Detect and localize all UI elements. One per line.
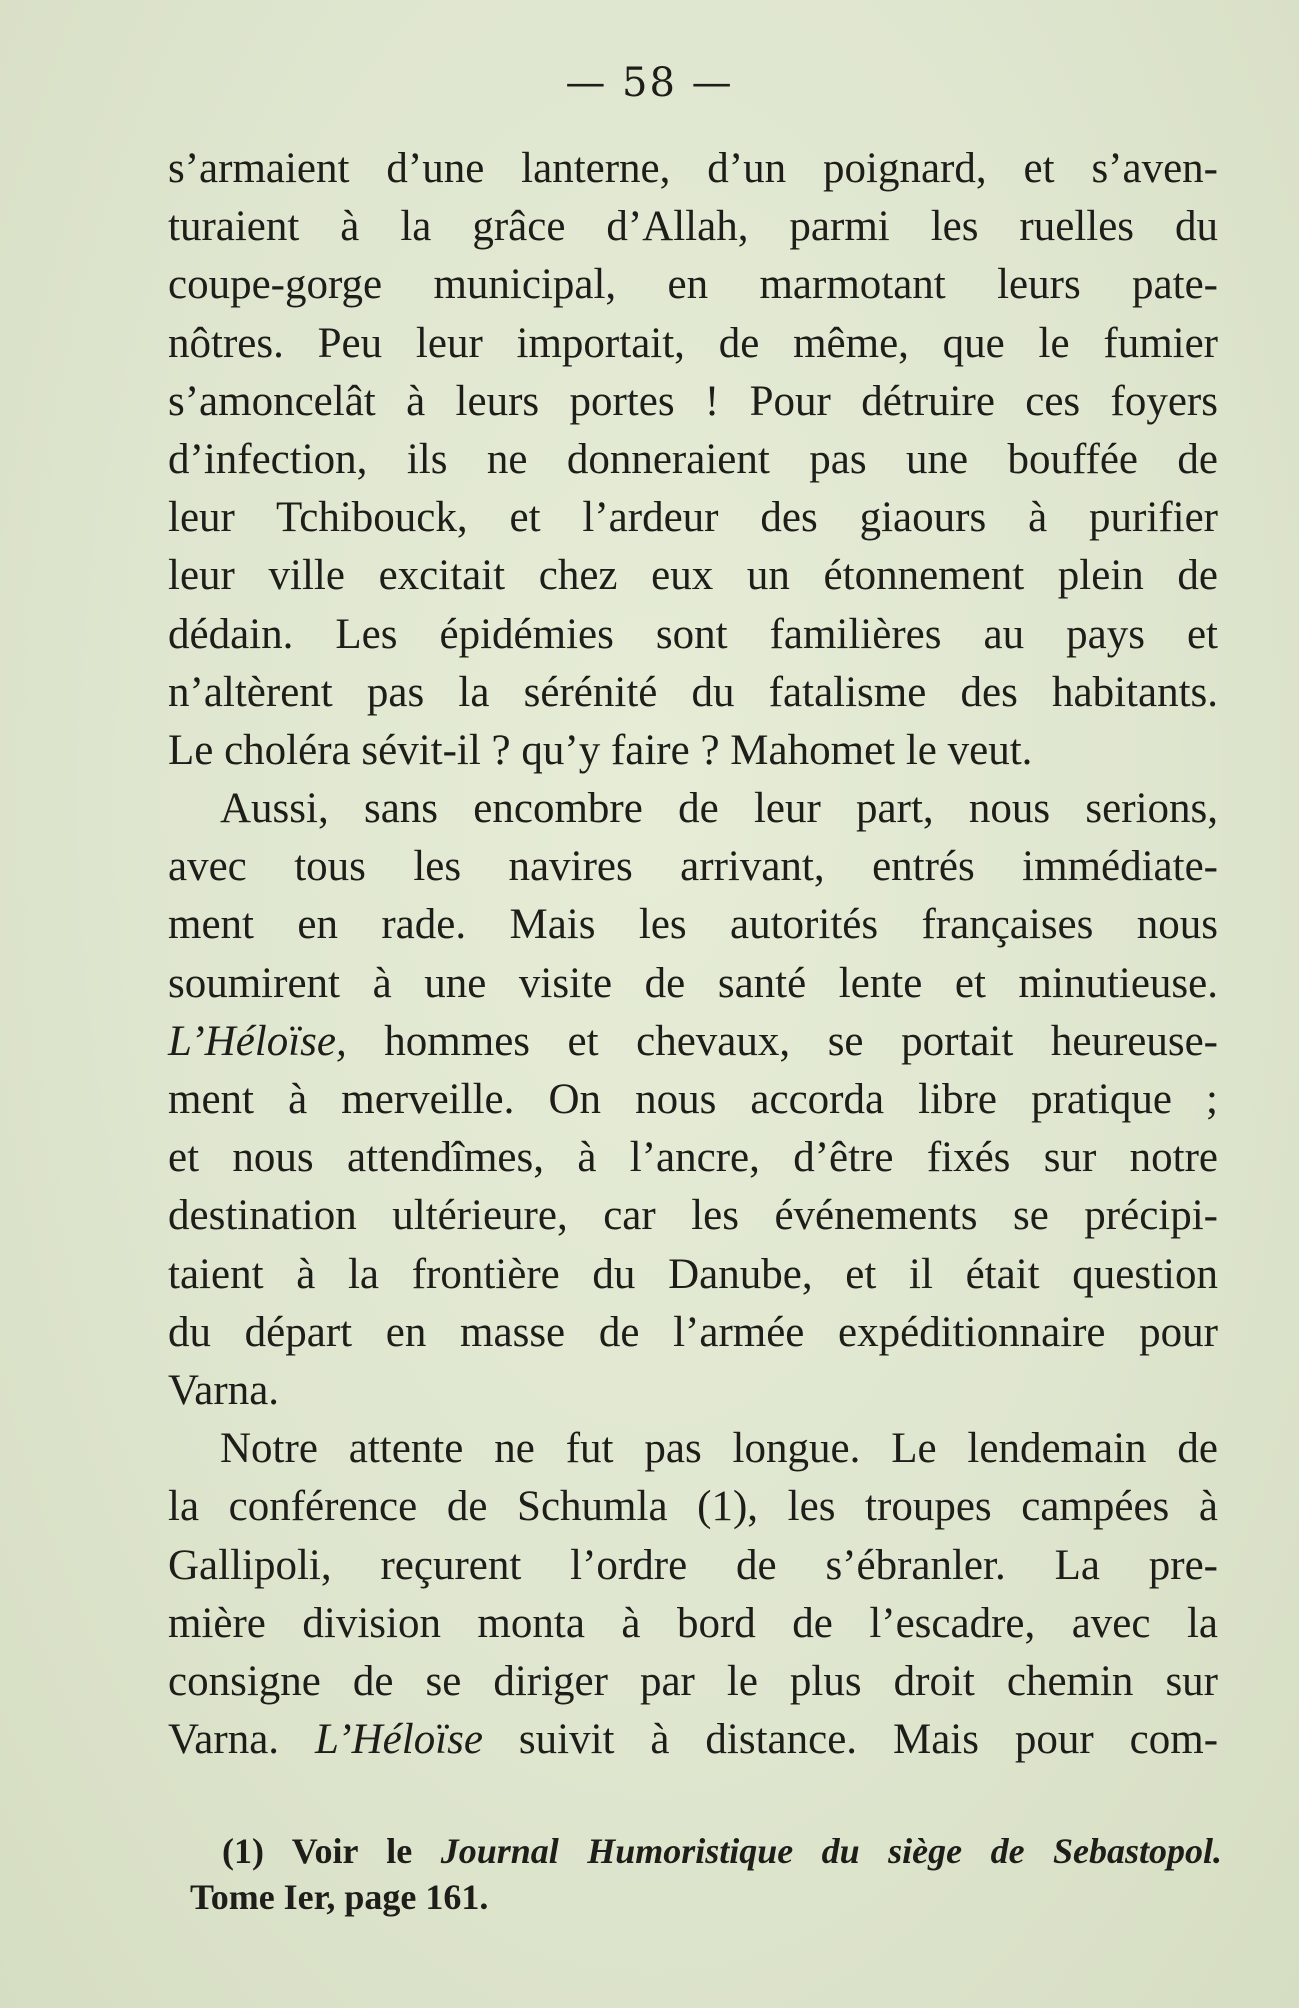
text-fragment: se portait heureuse- xyxy=(827,1017,1218,1065)
ship-name-italic: L’Héloïse xyxy=(314,1716,483,1764)
text-line: leur ville excitait chez eux un étonnement plein de xyxy=(168,552,1218,600)
text-line: s’amoncelât à leurs portes ! Pour détruire ces foyers xyxy=(168,377,1218,425)
text-line: consigne de se diriger par le plus droit chemin sur xyxy=(168,1657,1218,1705)
text-line xyxy=(168,1013,1218,1071)
footnote xyxy=(190,1828,1223,1920)
text-line: soumirent à une visite de santé lente et minutieuse. xyxy=(168,959,1218,1007)
text-line: Varna. xyxy=(168,1366,280,1414)
text-line: la conférence de Schumla (1), les troupes campées à xyxy=(168,1483,1218,1531)
footnote-line xyxy=(222,1828,1222,1874)
footnote-marker: (1) Voir le xyxy=(222,1831,413,1871)
text-fragment: Varna. xyxy=(168,1716,280,1764)
text-fragment: hommes et chevaux, xyxy=(346,1017,791,1065)
text-line: taient à la frontière du Danube, et il était question xyxy=(168,1250,1218,1298)
text-line: Gallipoli, reçurent l’ordre de s’ébranler. La pre- xyxy=(168,1541,1218,1589)
text-line: dédain. Les épidémies sont familières au pays et xyxy=(168,610,1218,658)
text-fragment: suivit à distance. Mais pour com- xyxy=(518,1716,1219,1764)
text-line: turaient à la grâce d’Allah, parmi les ruelles du xyxy=(168,203,1218,251)
ship-name-italic: L’Héloïse, xyxy=(168,1017,347,1065)
text-line: ment à merveille. On nous accorda libre pratique ; xyxy=(168,1076,1218,1123)
text-line: Le choléra sévit-il ? qu’y faire ? Mahomet le veut. xyxy=(168,726,1033,774)
text-line: Notre attente ne fut pas longue. Le lendemain de xyxy=(220,1425,1218,1473)
text-line: d’infection, ils ne donneraient pas une bouffée de xyxy=(168,435,1218,483)
text-line: du départ en masse de l’armée expéditionnaire pour xyxy=(168,1308,1218,1356)
text-line: avec tous les navires arrivant, entrés immédiate- xyxy=(168,843,1218,891)
text-line: et nous attendîmes, à l’ancre, d’être fixés sur notre xyxy=(168,1134,1218,1182)
footnote-line: Tome Ier, page 161. xyxy=(190,1877,489,1917)
text-line: mière division monta à bord de l’escadre, avec la xyxy=(168,1599,1218,1647)
text-line: s’armaient d’une lanterne, d’un poignard, et s’aven- xyxy=(168,145,1218,192)
text-line: ment en rade. Mais les autorités françaises nous xyxy=(168,901,1218,949)
text-line: destination ultérieure, car les événements se précipi- xyxy=(168,1192,1218,1240)
page-number: — 58 — xyxy=(565,60,734,106)
text-line: Aussi, sans encombre de leur part, nous serions, xyxy=(220,785,1218,833)
text-line: leur Tchibouck, et l’ardeur des giaours à purifier xyxy=(168,494,1218,542)
text-line: n’altèrent pas la sérénité du fatalisme des habitants. xyxy=(168,668,1218,716)
body-text xyxy=(168,140,1218,1769)
footnote-title: Journal Humoristique du siège de Sebastopol. xyxy=(440,1831,1223,1871)
text-line: nôtres. Peu leur importait, de même, que le fumier xyxy=(168,319,1218,367)
text-line: coupe-gorge municipal, en marmotant leurs pate- xyxy=(168,261,1218,309)
text-line xyxy=(168,1711,1218,1769)
